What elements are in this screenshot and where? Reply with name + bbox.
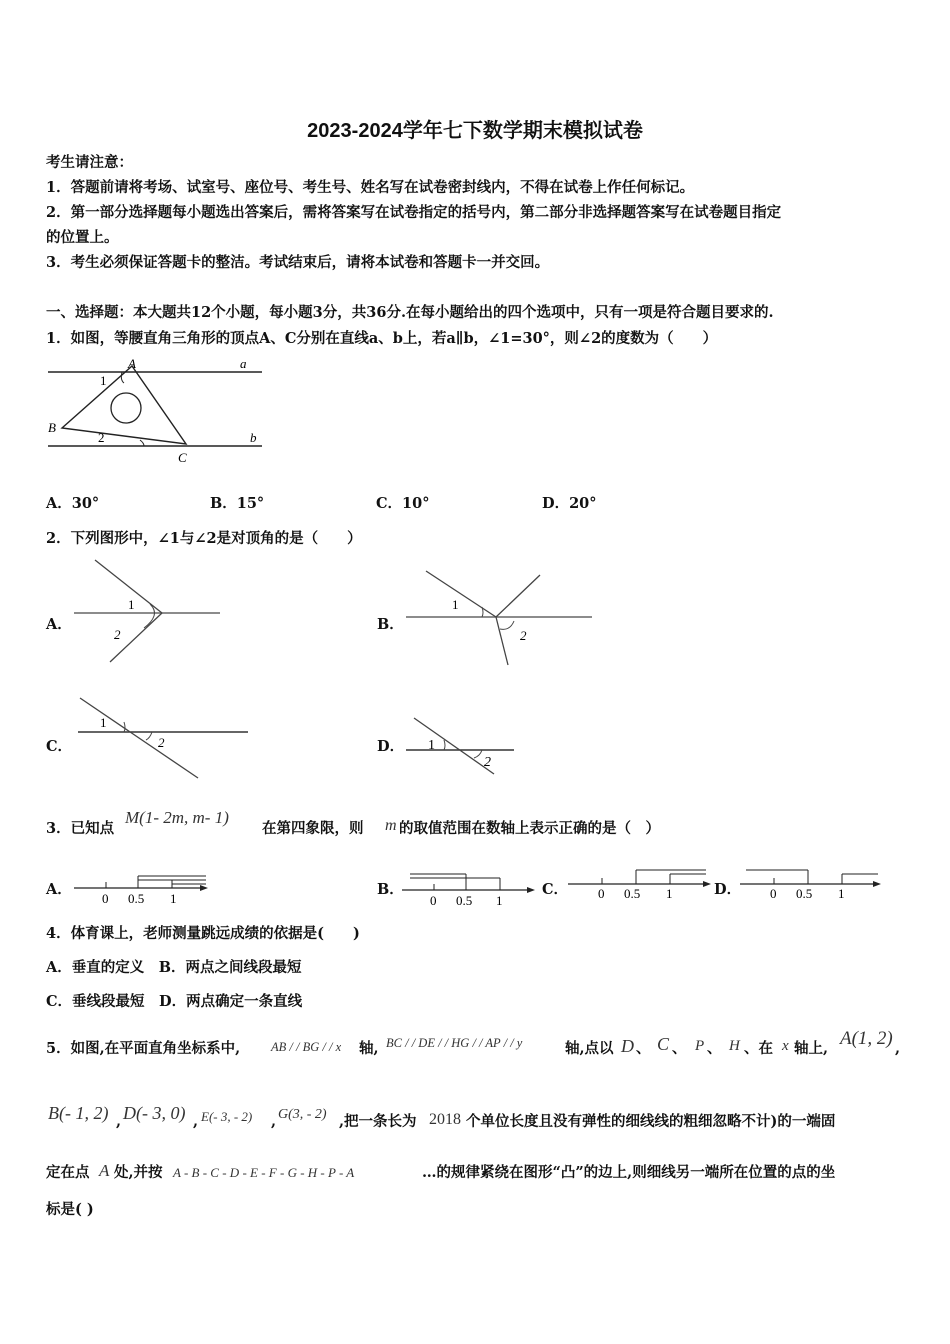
- q3a-tick-05: 0.5: [128, 891, 145, 906]
- q3c-tick-05: 0.5: [624, 886, 641, 901]
- q5-text: ,: [193, 1113, 199, 1130]
- q2c-angle-2: 2: [158, 735, 165, 750]
- q3a-tick-0: 0: [102, 891, 109, 906]
- q3-stem-pre: 3．已知点: [46, 820, 115, 837]
- q5-text: ,: [271, 1113, 277, 1130]
- q5-text: 、在: [744, 1040, 773, 1057]
- q2a-angle-1: 1: [128, 597, 135, 612]
- q1-option-c: C．10°: [376, 495, 430, 512]
- q5-text: 5．如图,在平面直角坐标系中,: [46, 1040, 241, 1057]
- q3-numberline-d: [738, 862, 888, 904]
- q5-length: 2018: [429, 1111, 461, 1128]
- q5-text: 、: [672, 1040, 687, 1057]
- q2-stem: 2．下列图形中，∠1与∠2是对顶角的是（ ）: [46, 530, 362, 547]
- q1-label-a: a: [240, 356, 247, 371]
- q1-label-A: A: [128, 356, 136, 371]
- q3b-tick-1: 1: [496, 893, 503, 908]
- q1-stem: 1．如图，等腰直角三角形的顶点A、C分别在直线a、b上，若a∥b，∠1=30°，则∠2的度数为（ ）: [46, 330, 718, 347]
- q3-point-M: M(1- 2m, m- 1): [125, 808, 229, 827]
- q3b-tick-0: 0: [430, 893, 437, 908]
- q5-text: 标是( ): [46, 1201, 94, 1218]
- notice-item: 3．考生必须保证答题卡的整洁。考试结束后，请将本试卷和答题卡一并交回。: [46, 254, 550, 271]
- q3-stem-post: 的取值范围在数轴上表示正确的是（ ）: [399, 820, 660, 837]
- q3-numberline-a: [72, 868, 212, 910]
- page-title: 2023-2024学年七下数学期末模拟试卷: [307, 120, 643, 142]
- q5-text: 定在点: [46, 1164, 90, 1181]
- section-heading: 一、选择题：本大题共12个小题，每小题3分，共36分.在每小题给出的四个选项中，只有一项是符合题目要求的.: [46, 304, 774, 321]
- q1-figure: [40, 352, 270, 467]
- q5-text: ,: [895, 1040, 901, 1057]
- q5-point-D: D(- 3, 0): [123, 1103, 186, 1123]
- q5-text: …的规律紧绕在图形“凸”的边上,则细线另一端所在位置的点的坐: [422, 1164, 836, 1181]
- q2-label-a: A．: [46, 616, 72, 633]
- q5-text: 轴,点以: [565, 1040, 614, 1057]
- q2c-angle-1: 1: [100, 715, 107, 730]
- q3a-tick-1: 1: [170, 891, 177, 906]
- q5-text: 处,并按: [114, 1164, 163, 1181]
- q5-math: AB / / BG / / x: [271, 1040, 342, 1054]
- q3-stem-mid: 在第四象限，则: [262, 820, 364, 837]
- q3-var-m: m: [385, 817, 397, 834]
- q1-label-B: B: [48, 420, 56, 435]
- notice-heading: 考生请注意：: [46, 154, 133, 171]
- q3b-tick-05: 0.5: [456, 893, 473, 908]
- q1-option-b: B．15°: [210, 495, 265, 512]
- q1-label-C: C: [178, 450, 187, 465]
- q1-option-d: D．20°: [542, 495, 597, 512]
- q1-label-b: b: [250, 430, 257, 445]
- q5-text: 轴上,: [794, 1040, 829, 1057]
- q1-angle-1: 1: [100, 373, 107, 388]
- q1-option-a: A．30°: [46, 495, 100, 512]
- q2b-angle-2: 2: [520, 628, 527, 643]
- notice-item: 1．答题前请将考场、试室号、座位号、考生号、姓名写在试卷密封线内，不得在试卷上作任何标记。: [46, 179, 695, 196]
- q3-numberline-c: [566, 862, 716, 904]
- q2-figure-c: [70, 692, 260, 782]
- q2-figure-a: [70, 558, 230, 668]
- q5-path: A - B - C - D - E - F - G - H - P - A: [173, 1165, 355, 1180]
- q3-label-a: A．: [46, 881, 72, 898]
- q2b-angle-1: 1: [452, 597, 459, 612]
- q3-label-d: D．: [714, 881, 742, 898]
- q3-label-c: C．: [542, 881, 569, 898]
- q2-label-d: D．: [377, 738, 405, 755]
- q2-figure-b: [400, 565, 600, 670]
- q3d-tick-0: 0: [770, 886, 777, 901]
- q4-options-row1: A．垂直的定义 B．两点之间线段最短: [46, 959, 302, 976]
- q4-stem: 4．体育课上，老师测量跳远成绩的依据是( ): [46, 925, 360, 942]
- q5-math: D: [621, 1036, 634, 1056]
- q5-text: 、: [707, 1040, 722, 1057]
- q5-math: BC / / DE / / HG / / AP / / y: [386, 1036, 523, 1050]
- q5-math: P: [695, 1038, 705, 1054]
- q5-math: A: [99, 1161, 110, 1180]
- q5-math: H: [729, 1038, 740, 1054]
- q5-text: 、: [636, 1040, 651, 1057]
- q5-point-E: E(- 3, - 2): [201, 1109, 253, 1124]
- q3c-tick-1: 1: [666, 886, 673, 901]
- q3-label-b: B．: [377, 881, 404, 898]
- q5-math: C: [657, 1034, 670, 1054]
- notice-item: 2．第一部分选择题每小题选出答案后，需将答案写在试卷指定的括号内，第二部分非选择题答案写在试卷题目指定: [46, 204, 782, 221]
- q3d-tick-1: 1: [838, 886, 845, 901]
- q2a-angle-2: 2: [114, 627, 121, 642]
- q2d-angle-1: 1: [428, 738, 435, 753]
- q3c-tick-0: 0: [598, 886, 605, 901]
- q2-label-b: B．: [377, 616, 404, 633]
- q5-text: ,把一条长为: [339, 1113, 417, 1130]
- q3d-tick-05: 0.5: [796, 886, 813, 901]
- q5-point-B: B(- 1, 2): [48, 1103, 109, 1123]
- q5-text: ,: [116, 1113, 122, 1130]
- q3-numberline-b: [400, 868, 540, 910]
- notice-item: 的位置上。: [46, 229, 119, 246]
- q1-angle-2: 2: [98, 430, 105, 445]
- q2d-angle-2: 2: [484, 755, 491, 770]
- q5-text: 轴,: [359, 1040, 379, 1057]
- q5-point-A: A(1, 2): [840, 1028, 893, 1049]
- q5-text: 个单位长度且没有弹性的细线线的粗细忽略不计)的一端固: [466, 1113, 836, 1130]
- q5-point-G: G(3, - 2): [278, 1107, 327, 1122]
- q2-label-c: C．: [46, 738, 73, 755]
- q5-math: x: [782, 1038, 789, 1054]
- q4-options-row2: C．垂线段最短 D．两点确定一条直线: [46, 993, 303, 1010]
- q2-figure-d: [400, 712, 530, 782]
